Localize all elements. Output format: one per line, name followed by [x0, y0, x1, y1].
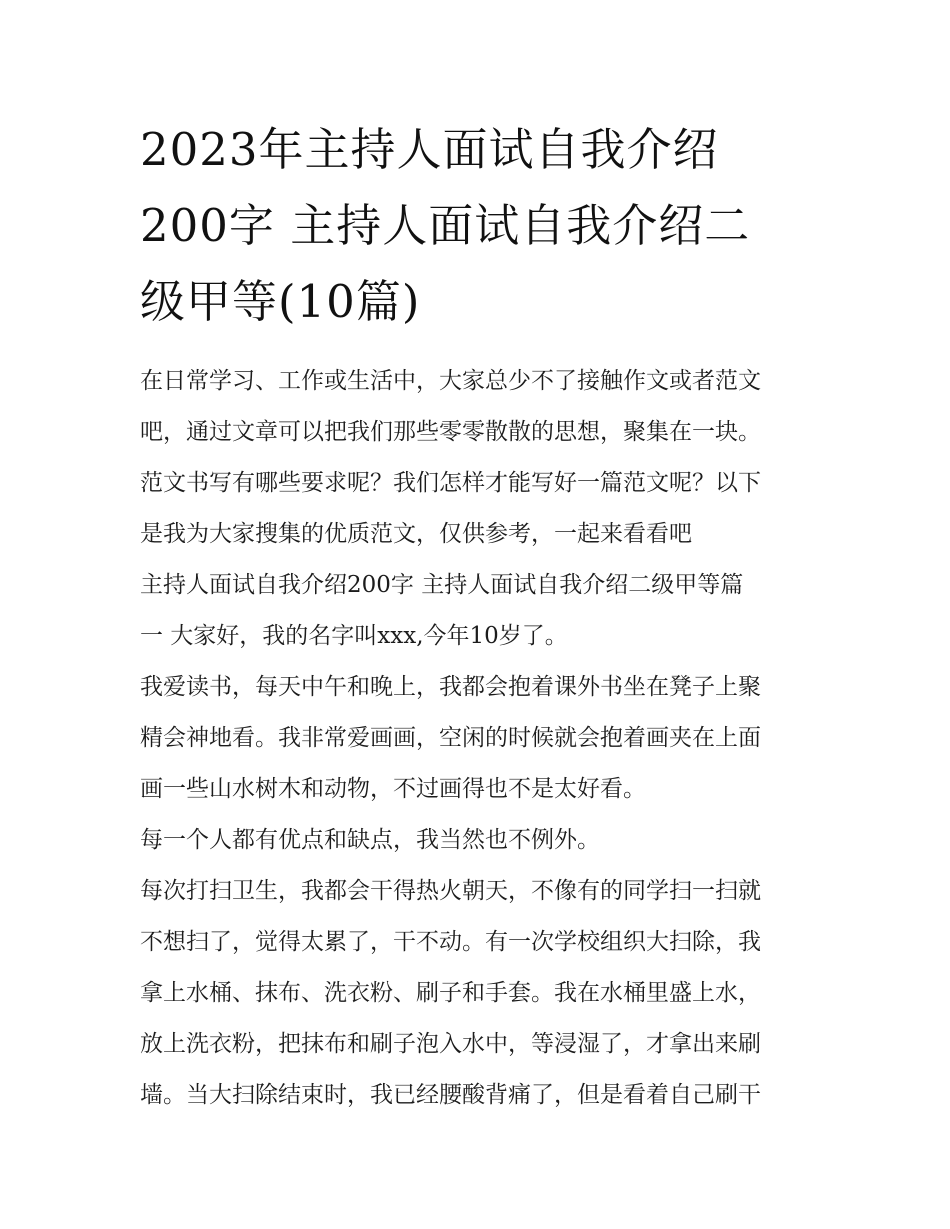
text-line: 我爱读书，每天中午和晚上，我都会抱着课外书坐在凳子上聚 — [140, 674, 761, 700]
paragraph-strengths — [140, 815, 815, 866]
paragraph-heading-one — [140, 560, 815, 662]
paragraph-cleaning — [140, 866, 815, 1121]
text-line: 一 大家好，我的名字叫xxx,今年10岁了。 — [140, 623, 568, 649]
document-title — [140, 112, 815, 340]
text-line: 每一个人都有优点和缺点，我当然也不例外。 — [140, 827, 600, 853]
paragraph-intro — [140, 356, 815, 560]
text-line: 精会神地看。我非常爱画画，空闲的时候就会抱着画夹在上面 — [140, 725, 761, 751]
document-body — [140, 356, 815, 1121]
title-line: 2023年主持人面试自我介绍 — [140, 123, 719, 176]
text-line: 是我为大家搜集的优质范文，仅供参考，一起来看看吧 — [140, 521, 692, 547]
text-line: 主持人面试自我介绍200字 主持人面试自我介绍二级甲等篇 — [140, 572, 744, 598]
text-line: 不想扫了，觉得太累了，干不动。有一次学校组织大扫除，我 — [140, 929, 761, 955]
paragraph-hobbies — [140, 662, 815, 815]
text-line: 范文书写有哪些要求呢？我们怎样才能写好一篇范文呢？以下 — [140, 470, 761, 496]
text-line: 每次打扫卫生，我都会干得热火朝天，不像有的同学扫一扫就 — [140, 878, 761, 904]
text-line: 放上洗衣粉，把抹布和刷子泡入水中，等浸湿了，才拿出来刷 — [140, 1031, 761, 1057]
text-line: 吧，通过文章可以把我们那些零零散散的思想，聚集在一块。 — [140, 419, 761, 445]
title-line: 级甲等(10篇) — [140, 275, 421, 328]
text-line: 在日常学习、工作或生活中，大家总少不了接触作文或者范文 — [140, 368, 761, 394]
document-content — [140, 112, 815, 1121]
title-line: 200字 主持人面试自我介绍二 — [140, 199, 751, 252]
text-line: 拿上水桶、抹布、洗衣粉、刷子和手套。我在水桶里盛上水， — [140, 980, 761, 1006]
text-line: 画一些山水树木和动物，不过画得也不是太好看。 — [140, 776, 646, 802]
text-line: 墙。当大扫除结束时，我已经腰酸背痛了，但是看着自己刷干 — [140, 1082, 761, 1108]
